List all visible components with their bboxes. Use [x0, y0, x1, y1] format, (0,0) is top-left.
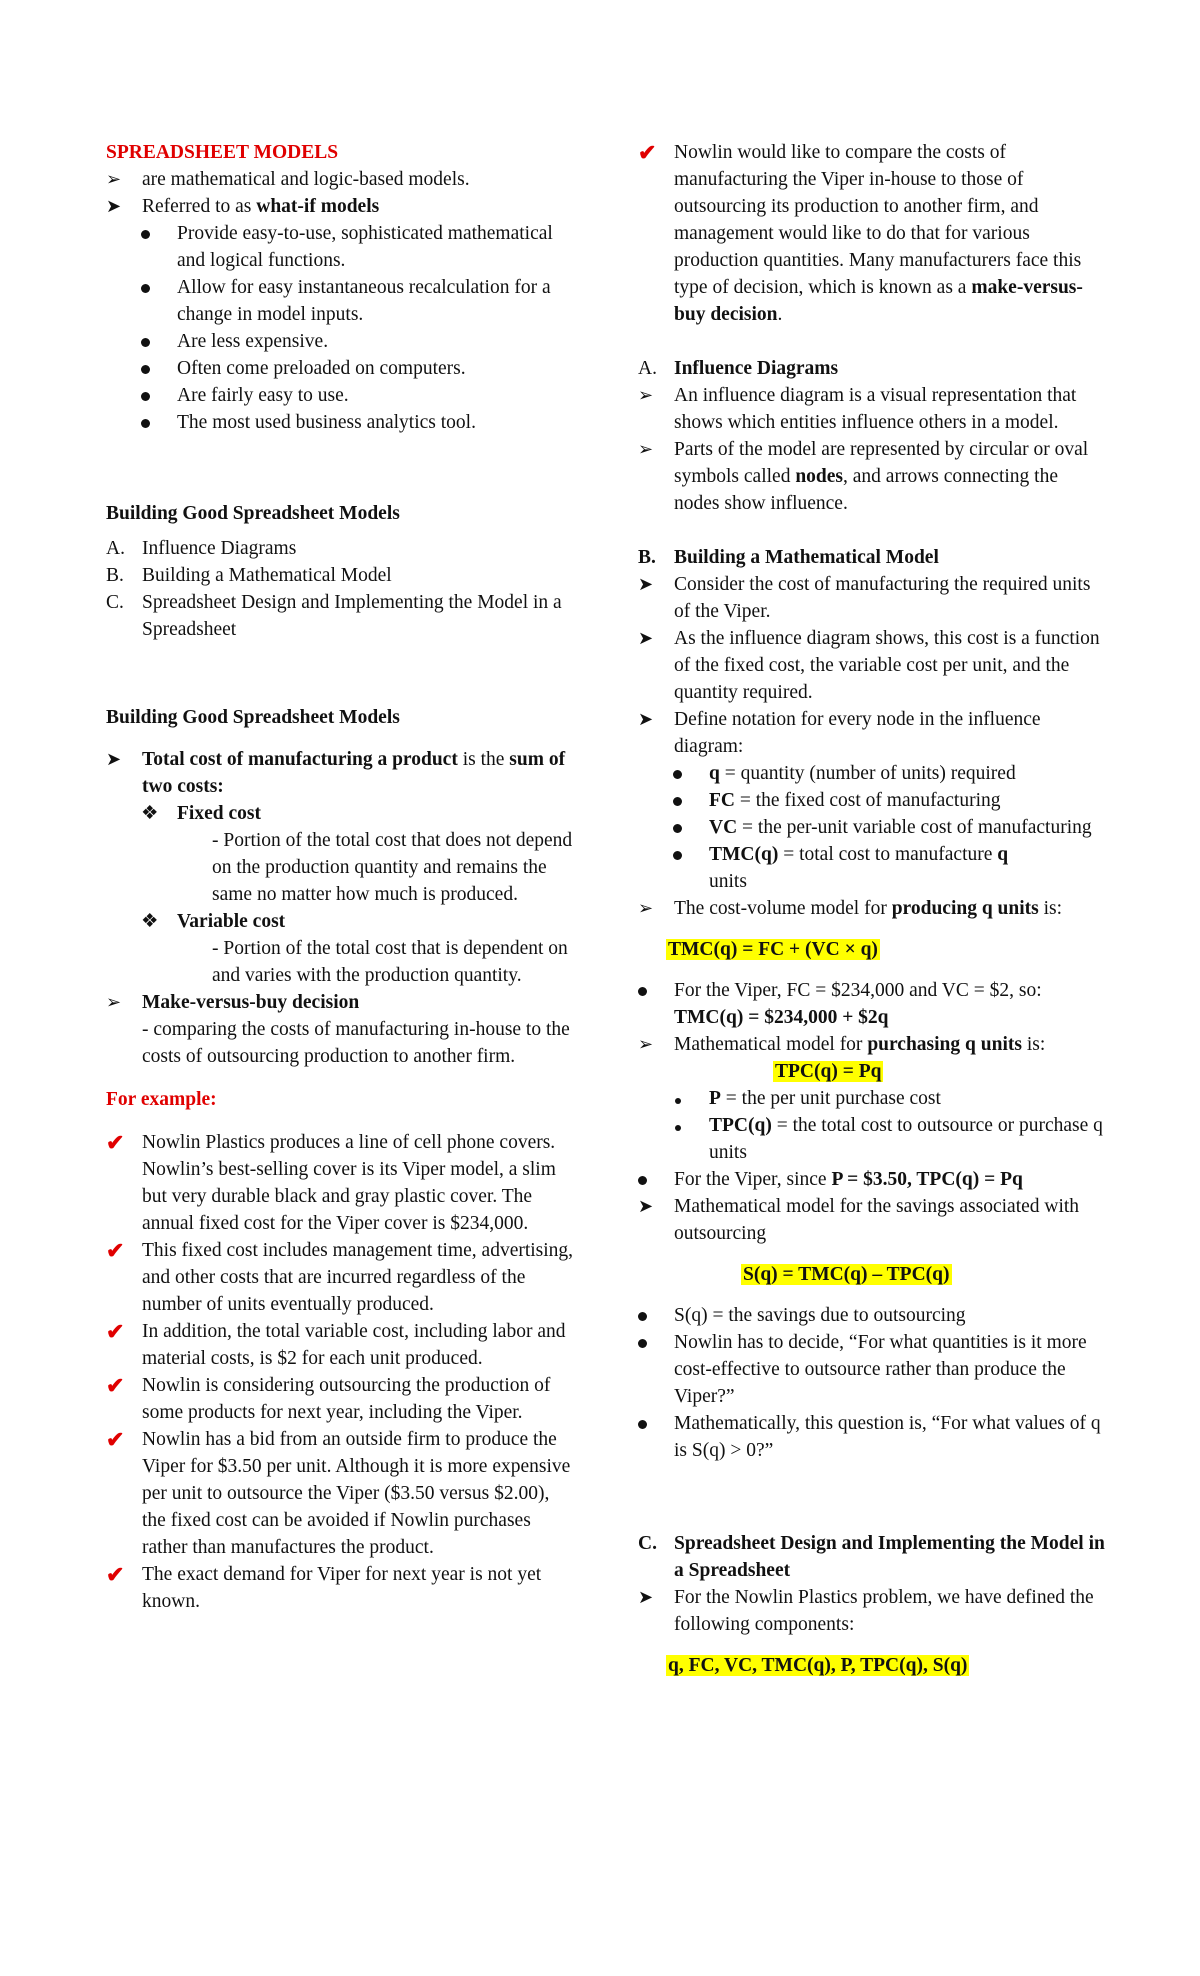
list-item	[638, 436, 1108, 517]
bullet-list	[106, 220, 576, 436]
text: = total cost to manufacture	[778, 844, 998, 865]
bold-text: Spreadsheet Design and Implementing the Model in a Spreadsheet	[674, 1533, 1105, 1581]
highlighted-formula: S(q) = TMC(q) – TPC(q)	[743, 1264, 950, 1285]
list-item	[638, 139, 1108, 328]
list-item	[638, 977, 1108, 1031]
arrowhead-bullet-icon: ➤	[638, 628, 654, 648]
arrowhead-bullet-icon: ➢	[638, 1034, 654, 1054]
bullet-icon	[141, 409, 177, 436]
list-item	[106, 1129, 576, 1237]
bold-text: q	[709, 763, 720, 784]
bullet-list	[638, 1302, 1108, 1464]
red-checkmark-icon: ✔	[106, 1373, 125, 1398]
bullet-icon	[638, 1166, 674, 1193]
arrowhead-bullet-icon: ➤	[106, 749, 122, 769]
list-item	[638, 1112, 1108, 1166]
list-item	[638, 1031, 1108, 1058]
text: Mathematical model for	[674, 1034, 868, 1055]
bold-text: P = $3.50, TPC(q) = Pq	[831, 1169, 1023, 1190]
arrowhead-bullet-icon: ➢	[638, 439, 654, 459]
red-checkmark-icon: ✔	[106, 1319, 125, 1344]
paragraph: As the influence diagram shows, this cost is a function of the fixed cost, the variable cost per unit, and the quantity required.	[674, 628, 1100, 703]
paragraph	[674, 977, 1108, 1031]
paragraph	[709, 760, 1108, 787]
list-item	[106, 746, 576, 800]
bold-text: FC	[709, 790, 735, 811]
paragraph: S(q) = the savings due to outsourcing	[674, 1305, 966, 1326]
bullet-icon	[638, 977, 674, 1031]
bold-text: nodes	[795, 466, 844, 487]
text: is the	[457, 749, 510, 770]
paragraph: Spreadsheet Design and Implementing the Model in a Spreadsheet	[142, 592, 562, 640]
list-item	[638, 1085, 1108, 1112]
highlighted-formula: TMC(q) = FC + (VC × q)	[668, 939, 878, 960]
label: C.	[638, 1533, 657, 1554]
subheading	[638, 1530, 1108, 1584]
list-item	[106, 989, 576, 1016]
label: A.	[638, 358, 657, 379]
arrowhead-bullet-icon: ➤	[638, 1196, 654, 1216]
paragraph	[674, 895, 1108, 922]
paragraph: The exact demand for Viper for next year is not yet known.	[142, 1564, 542, 1612]
bullet-icon	[141, 355, 177, 382]
bold-text: sum of two costs:	[142, 749, 566, 797]
example-title: For example:	[106, 1089, 217, 1110]
paragraph	[709, 1085, 1108, 1112]
arrowhead-bullet-icon: ➤	[638, 574, 654, 594]
paragraph	[709, 787, 1108, 814]
paragraph	[674, 1031, 1108, 1058]
list-item	[106, 1237, 576, 1318]
diamond-bullet-icon: ❖	[141, 803, 159, 824]
bullet-icon	[141, 382, 177, 409]
bold-text: TPC(q)	[709, 1115, 772, 1136]
text: is:	[1021, 1034, 1046, 1055]
paragraph: Nowlin has to decide, “For what quantities is it more cost-effective to outsource rather than produce the Viper?”	[674, 1332, 1087, 1407]
bold-text: Building a Mathematical Model	[674, 547, 939, 568]
bold-text: Total cost of manufacturing a product	[142, 749, 458, 770]
list-item	[106, 193, 576, 220]
left-column	[106, 139, 576, 1615]
paragraph: An influence diagram is a visual representation that shows which entities influence others in a model.	[674, 385, 1077, 433]
formula	[638, 1652, 1108, 1679]
arrowhead-bullet-icon: ➤	[638, 1587, 654, 1607]
arrowhead-bullet-icon: ➤	[638, 709, 654, 729]
label: B.	[106, 565, 124, 586]
bold-text: purchasing q units	[867, 1034, 1022, 1055]
paragraph	[709, 814, 1108, 841]
paragraph: Often come preloaded on computers.	[177, 358, 466, 379]
check-list	[106, 1129, 576, 1615]
bullet-icon	[673, 1112, 709, 1166]
list-item	[106, 800, 576, 827]
paragraph	[709, 841, 1108, 895]
bold-text: Influence Diagrams	[674, 358, 839, 379]
paragraph: Influence Diagrams	[142, 538, 297, 559]
list-item	[106, 328, 576, 355]
bullet-icon	[638, 1302, 674, 1329]
list-item	[106, 274, 576, 328]
label: C.	[106, 592, 124, 613]
text: For the Viper, since	[674, 1169, 832, 1190]
heading: Building Good Spreadsheet Models	[106, 503, 400, 524]
text: = the fixed cost of manufacturing	[735, 790, 1001, 811]
paragraph: In addition, the total variable cost, including labor and material costs, is $2 for each unit produced.	[142, 1321, 566, 1369]
text: = the per unit purchase cost	[720, 1088, 941, 1109]
list-item	[106, 409, 576, 436]
bullet-icon	[141, 220, 177, 274]
text: Referred to as	[142, 196, 257, 217]
list-item	[106, 908, 576, 935]
formula	[638, 1058, 1108, 1085]
paragraph	[674, 1166, 1108, 1193]
paragraph: - comparing the costs of manufacturing in-house to the costs of outsourcing production to another firm.	[142, 1019, 570, 1067]
bold-text: VC	[709, 817, 738, 838]
list-item	[638, 1166, 1108, 1193]
bold-text: Fixed cost	[177, 803, 261, 824]
bold-text: P	[709, 1088, 721, 1109]
text: For the Viper, FC = $234,000 and VC = $2, so:	[674, 980, 1042, 1001]
formula	[638, 1261, 1108, 1288]
arrowhead-bullet-icon: ➤	[106, 196, 122, 216]
arrowhead-bullet-icon: ➢	[638, 385, 654, 405]
highlighted-formula: TPC(q) = Pq	[775, 1061, 882, 1082]
list-item	[106, 535, 576, 562]
text: Parts of the model are represented by circular or oval symbols called	[674, 439, 1089, 487]
paragraph	[142, 193, 576, 220]
arrowhead-bullet-icon: ➢	[638, 898, 654, 918]
arrowhead-bullet-icon: ➢	[106, 992, 122, 1012]
list-item	[106, 1318, 576, 1372]
bullet-list	[638, 1085, 1108, 1166]
bold-text: what-if models	[256, 196, 380, 217]
section-title: SPREADSHEET MODELS	[106, 142, 339, 163]
text: The cost-volume model for	[674, 898, 892, 919]
bold-text: Variable cost	[177, 911, 286, 932]
bullet-list	[638, 760, 1108, 895]
paragraph: Provide easy-to-use, sophisticated mathematical and logical functions.	[177, 223, 553, 271]
list-item	[638, 1329, 1108, 1410]
bold-text: q	[997, 844, 1009, 865]
list-item	[106, 382, 576, 409]
list-item	[638, 1193, 1108, 1247]
list-item	[106, 166, 576, 193]
list-item	[638, 706, 1108, 760]
bold-text: make-versus-buy decision	[674, 277, 1083, 325]
paragraph: Mathematical model for the savings associated with outsourcing	[674, 1196, 1080, 1244]
bold-text: TMC(q)	[709, 844, 779, 865]
red-checkmark-icon: ✔	[106, 1562, 125, 1587]
red-checkmark-icon: ✔	[106, 1130, 125, 1155]
text: = the total cost to outsource or purchase q units	[709, 1115, 1103, 1163]
red-checkmark-icon: ✔	[638, 140, 657, 165]
paragraph: This fixed cost includes management time, advertising, and other costs that are incurred regardless of the number of units eventually produced.	[142, 1240, 574, 1315]
bullet-icon	[141, 328, 177, 355]
text: units	[709, 871, 747, 892]
list-item	[638, 1302, 1108, 1329]
bullet-icon	[638, 1329, 674, 1410]
text: = the per-unit variable cost of manufacturing	[737, 817, 1092, 838]
arrowhead-bullet-icon: ➢	[106, 169, 122, 189]
paragraph: Allow for easy instantaneous recalculation for a change in model inputs.	[177, 277, 551, 325]
heading: Building Good Spreadsheet Models	[106, 707, 400, 728]
list-item	[638, 760, 1108, 787]
bullet-icon	[673, 841, 709, 895]
bullet-icon	[638, 1410, 674, 1464]
paragraph: - Portion of the total cost that does not depend on the production quantity and remains the same no matter how much is produced.	[212, 830, 573, 905]
numbered-list	[106, 535, 576, 643]
list-item	[638, 382, 1108, 436]
bold-text: TMC(q) = $234,000 + $2q	[674, 1007, 889, 1028]
paragraph	[142, 746, 576, 800]
text: is:	[1038, 898, 1063, 919]
bullet-icon	[141, 274, 177, 328]
list-item	[106, 562, 576, 589]
paragraph: Are fairly easy to use.	[177, 385, 349, 406]
text: = quantity (number of units) required	[719, 763, 1016, 784]
label: B.	[638, 547, 656, 568]
paragraph	[674, 139, 1108, 328]
paragraph: Nowlin Plastics produces a line of cell phone covers. Nowlin’s best-selling cover is its Viper model, a slim but very durable black and gray plastic cover. The annual fixed cost for the Viper cover is $234,000.	[142, 1132, 556, 1234]
paragraph: Consider the cost of manufacturing the required units of the Viper.	[674, 574, 1091, 622]
subheading	[638, 355, 1108, 382]
subheading	[638, 544, 1108, 571]
text: .	[777, 304, 783, 325]
paragraph: Are less expensive.	[177, 331, 329, 352]
red-checkmark-icon: ✔	[106, 1427, 125, 1452]
bold-text: producing q units	[891, 898, 1039, 919]
bullet-icon	[673, 814, 709, 841]
list-item	[106, 355, 576, 382]
list-item	[638, 571, 1108, 625]
paragraph: For the Nowlin Plastics problem, we have defined the following components:	[674, 1587, 1094, 1635]
list-item	[638, 787, 1108, 814]
right-column	[638, 139, 1108, 1679]
list-item	[638, 1410, 1108, 1464]
list-item	[638, 1584, 1108, 1638]
paragraph	[674, 436, 1108, 517]
label: A.	[106, 538, 125, 559]
list-item	[638, 841, 1108, 895]
highlighted-formula: q, FC, VC, TMC(q), P, TPC(q), S(q)	[668, 1655, 968, 1676]
diamond-bullet-icon: ❖	[141, 911, 159, 932]
list-item	[106, 1372, 576, 1426]
text: , and arrows connecting the nodes show influence.	[674, 466, 1058, 514]
list-item	[638, 625, 1108, 706]
paragraph: are mathematical and logic-based models.	[142, 169, 470, 190]
paragraph: Nowlin has a bid from an outside firm to produce the Viper for $3.50 per unit. Although it is more expensive per unit to outsource the Viper ($3.50 versus $2.00), the fixed cost can be avoided if Nowlin purchases rather than manufactures the product.	[142, 1429, 571, 1558]
paragraph: Define notation for every node in the influence diagram:	[674, 709, 1041, 757]
list-item	[638, 814, 1108, 841]
paragraph: Nowlin is considering outsourcing the production of some products for next year, including the Viper.	[142, 1375, 551, 1423]
paragraph	[709, 1112, 1108, 1166]
paragraph: Mathematically, this question is, “For what values of q is S(q) > 0?”	[674, 1413, 1101, 1461]
formula	[638, 936, 1108, 963]
list-item	[106, 589, 576, 643]
paragraph: The most used business analytics tool.	[177, 412, 476, 433]
list-item	[638, 895, 1108, 922]
bold-text: Make-versus-buy decision	[142, 992, 360, 1013]
text: Nowlin would like to compare the costs of manufacturing the Viper in-house to those of outsourcing its production to another firm, and management would like to do that for various production quantities. Many manufacturers face this type of decision, which is known as a	[674, 142, 1082, 298]
paragraph: Building a Mathematical Model	[142, 565, 392, 586]
bullet-icon	[673, 760, 709, 787]
red-checkmark-icon: ✔	[106, 1238, 125, 1263]
list-item	[106, 1561, 576, 1615]
list-item	[106, 220, 576, 274]
list-item	[106, 1426, 576, 1561]
bullet-icon	[673, 1085, 709, 1112]
bullet-icon	[673, 787, 709, 814]
paragraph: - Portion of the total cost that is dependent on and varies with the production quantity.	[212, 938, 568, 986]
